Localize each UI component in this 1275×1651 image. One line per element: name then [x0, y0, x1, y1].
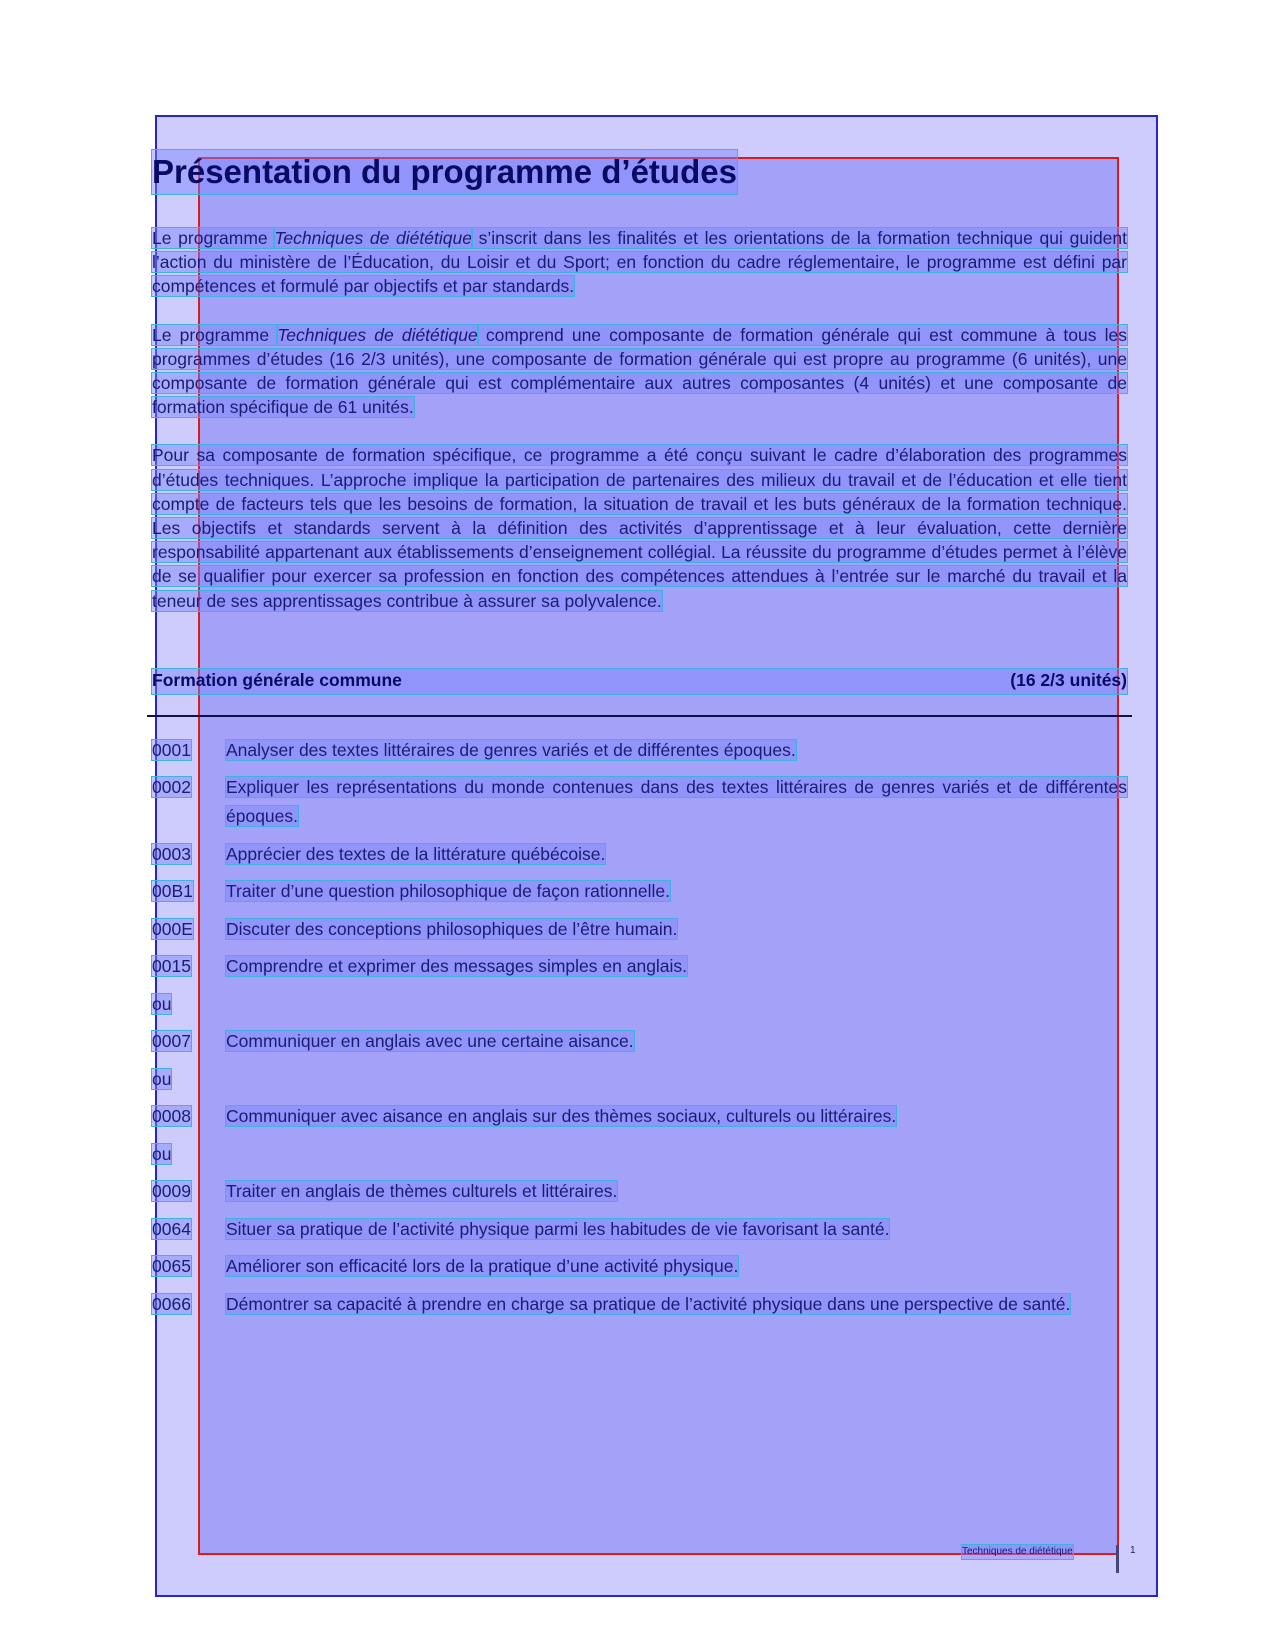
program-name-emphasis: Techniques de diététique: [277, 324, 478, 345]
competency-text: Communiquer en anglais avec une certaine aisance.: [226, 1031, 634, 1052]
competency-text: Améliorer son efficacité lors de la pratique d’une activité physique.: [226, 1256, 739, 1277]
alternative-separator: [152, 1140, 1127, 1169]
competency-code: 0001: [152, 739, 191, 760]
competency-code: 0066: [152, 1293, 191, 1314]
competency-text: Analyser des textes littéraires de genres variés et de différentes époques.: [226, 739, 796, 760]
competency-item: [152, 952, 1127, 981]
alternative-or-label: ou: [152, 1143, 172, 1164]
competency-code: 0015: [152, 956, 191, 977]
competency-item: [152, 1290, 1127, 1319]
paragraph-intro: [152, 226, 1127, 299]
paragraph-components-lead: Le programme: [152, 324, 278, 345]
competency-code: 0003: [152, 843, 191, 864]
competency-item: [152, 773, 1127, 831]
section-header: [152, 669, 1127, 694]
competency-code: 0009: [152, 1181, 191, 1202]
competency-text: Démontrer sa capacité à prendre en charge sa pratique de l’activité physique dans une perspective de santé.: [226, 1293, 1071, 1314]
program-name-emphasis: Techniques de diététique: [274, 228, 472, 248]
competency-code: 0002: [152, 777, 191, 798]
alternative-separator: [152, 1065, 1127, 1094]
competency-code: 0065: [152, 1256, 191, 1277]
competency-code: 0008: [152, 1106, 191, 1127]
competency-item: [152, 1102, 1127, 1131]
competency-text: Discuter des conceptions philosophiques de l’être humain.: [226, 918, 678, 939]
competency-code: 00B1: [152, 881, 193, 902]
competency-item: [152, 736, 1127, 765]
competency-code: 0064: [152, 1218, 191, 1239]
alternative-or-label: ou: [152, 1068, 172, 1089]
paragraph-components-body: comprend une composante de formation générale qui est commune à tous les programmes d’études (16 2/3 unités), une composante de formation générale qui est propre au programme (6 unités), une composante de formation générale qui est complémentaire aux autres composantes (4 unités) et une composante de formation spécifique de 61 unités.: [152, 324, 1127, 418]
section-units: (16 2/3 unités): [1010, 669, 1127, 690]
competency-list: [152, 736, 1127, 1319]
competency-text: Situer sa pratique de l’activité physique parmi les habitudes de vie favorisant la santé.: [226, 1218, 890, 1239]
competency-text: Traiter d’une question philosophique de façon rationnelle.: [226, 881, 670, 902]
competency-code: 000E: [152, 918, 193, 939]
competency-text: Communiquer avec aisance en anglais sur des thèmes sociaux, culturels ou littéraires.: [226, 1106, 897, 1127]
competency-item: [152, 1215, 1127, 1244]
competency-code: 0007: [152, 1031, 191, 1052]
paragraph-components: [152, 323, 1127, 420]
paragraph-intro-body: s’inscrit dans les finalités et les orientations de la formation technique qui guident l’action du ministère de l’Éducation, du Loisir et du Sport; en fonction du cadre réglementaire, le programme est défini par compétences et formulé par objectifs et par standards.: [152, 228, 1128, 297]
paragraph-specific-training-body: Pour sa composante de formation spécifique, ce programme a été conçu suivant le cadre d’élaboration des programmes d’études techniques. L’approche implique la participation de partenaires des milieux du travail et de l’éducation et elle tient compte de facteurs tels que les besoins de formation, la situation de travail et les buts généraux de la formation technique. Les objectifs et standards servent à la définition des activités d’apprentissage et à leur évaluation, cette dernière responsabilité appartenant aux établissements d’enseignement collégial. La réussite du programme d’études permet à l’élève de se qualifier pour exercer sa profession en fonction des compétences attendues à l’entrée sur le marché du travail et la teneur de ses apprentissages contribue à assurer sa polyvalence.: [152, 445, 1127, 611]
section-divider: [147, 715, 1132, 717]
competency-text: Expliquer les représentations du monde contenues dans des textes littéraires de genres variés et de différentes époques.: [226, 777, 1127, 827]
footer-page-number: 1: [1130, 1545, 1136, 1556]
alternative-or-label: ou: [152, 993, 172, 1014]
paragraph-intro-lead: Le programme: [152, 228, 275, 248]
competency-text: Traiter en anglais de thèmes culturels et littéraires.: [226, 1181, 618, 1202]
competency-item: [152, 877, 1127, 906]
paragraph-specific-training: [152, 443, 1127, 612]
competency-text: Comprendre et exprimer des messages simples en anglais.: [226, 956, 688, 977]
competency-item: [152, 840, 1127, 869]
competency-item: [152, 1027, 1127, 1056]
footer-mark: [1116, 1545, 1119, 1573]
page-title: Présentation du programme d’études: [152, 150, 737, 194]
competency-item: [152, 1177, 1127, 1206]
section-title: Formation générale commune: [152, 669, 402, 690]
alternative-separator: [152, 990, 1127, 1019]
footer-label: Techniques de diététique: [962, 1546, 1073, 1557]
competency-text: Apprécier des textes de la littérature québécoise.: [226, 843, 606, 864]
document-content: [152, 150, 1127, 1327]
competency-item: [152, 1252, 1127, 1281]
competency-item: [152, 915, 1127, 944]
